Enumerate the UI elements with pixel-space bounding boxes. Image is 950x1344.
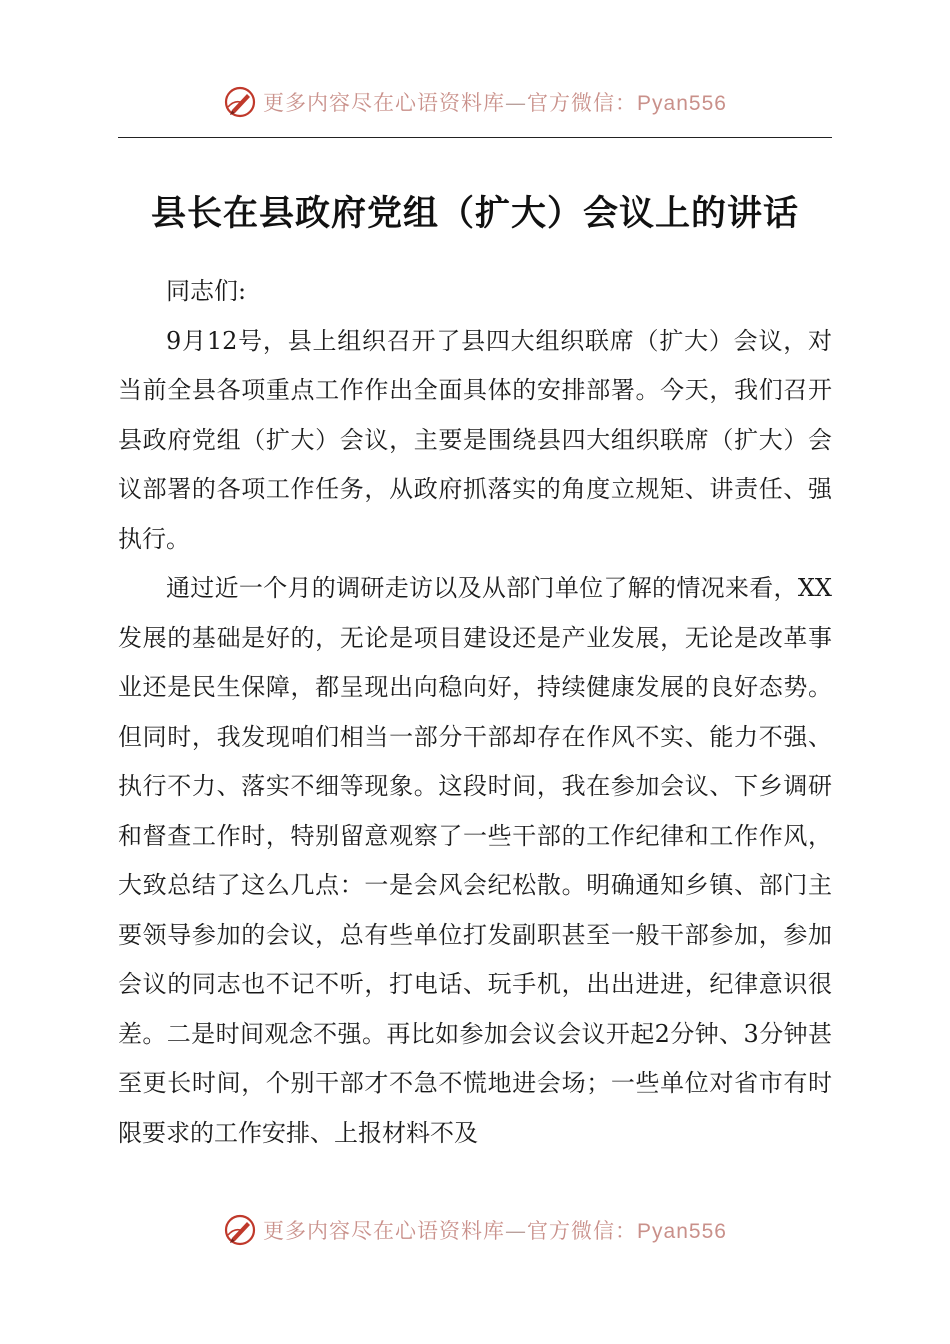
footer-banner — [0, 1208, 950, 1252]
document-title: 县长在县政府党组（扩大）会议上的讲话 — [150, 193, 799, 234]
pen-logo-icon — [223, 85, 257, 119]
banner-text — [263, 1215, 727, 1245]
banner-wechat-label: 官方微信： — [527, 91, 638, 115]
paragraph-1: 9月12号，县上组织召开了县四大组织联席（扩大）会议，对当前全县各项重点工作作出全面具体的安排部署。今天，我们召开县政府党组（扩大）会议，主要是围绕县四大组织联席（扩大）会议部署的各项工作任务，从政府抓落实的角度立规矩、讲责任、强执行。 — [118, 326, 832, 553]
banner-site-text: 更多内容尽在心语资料库 — [263, 1219, 506, 1243]
banner-wechat-id: Pyan556 — [637, 92, 727, 115]
banner-site-text: 更多内容尽在心语资料库 — [263, 91, 506, 115]
paragraph-2: 通过近一个月的调研走访以及从部门单位了解的情况来看，XX发展的基础是好的，无论是项目建设还是产业发展，无论是改革事业还是民生保障，都呈现出向稳向好，持续健康发展的良好态势。但同时，我发现咱们相当一部分干部却存在作风不实、能力不强、执行不力、落实不细等现象。这段时间，我在参加会议、下乡调研和督查工作时，特别留意观察了一些干部的工作纪律和工作作风，大致总结了这么几点：一是会风会纪松散。明确通知乡镇、部门主要领导参加的会议，总有些单位打发副职甚至一般干部参加，参加会议的同志也不记不听，打电话、玩手机，出出进进，纪律意识很差。二是时间观念不强。再比如参加会议会议开起2分钟、3分钟甚至更长时间，个别干部才不急不慌地进会场；一些单位对省市有时限要求的工作安排、上报材料不及 — [118, 574, 832, 1147]
banner-wechat-id: Pyan556 — [637, 1220, 727, 1243]
header-banner — [0, 80, 950, 124]
salutation: 同志们: — [166, 277, 247, 305]
document-body — [118, 267, 832, 1158]
pen-logo-icon — [223, 1213, 257, 1247]
header-divider — [118, 137, 832, 138]
banner-dash: — — [505, 91, 528, 115]
banner-wechat-label: 官方微信： — [527, 1219, 638, 1243]
banner-dash: — — [505, 1219, 528, 1243]
banner-text — [263, 87, 727, 117]
